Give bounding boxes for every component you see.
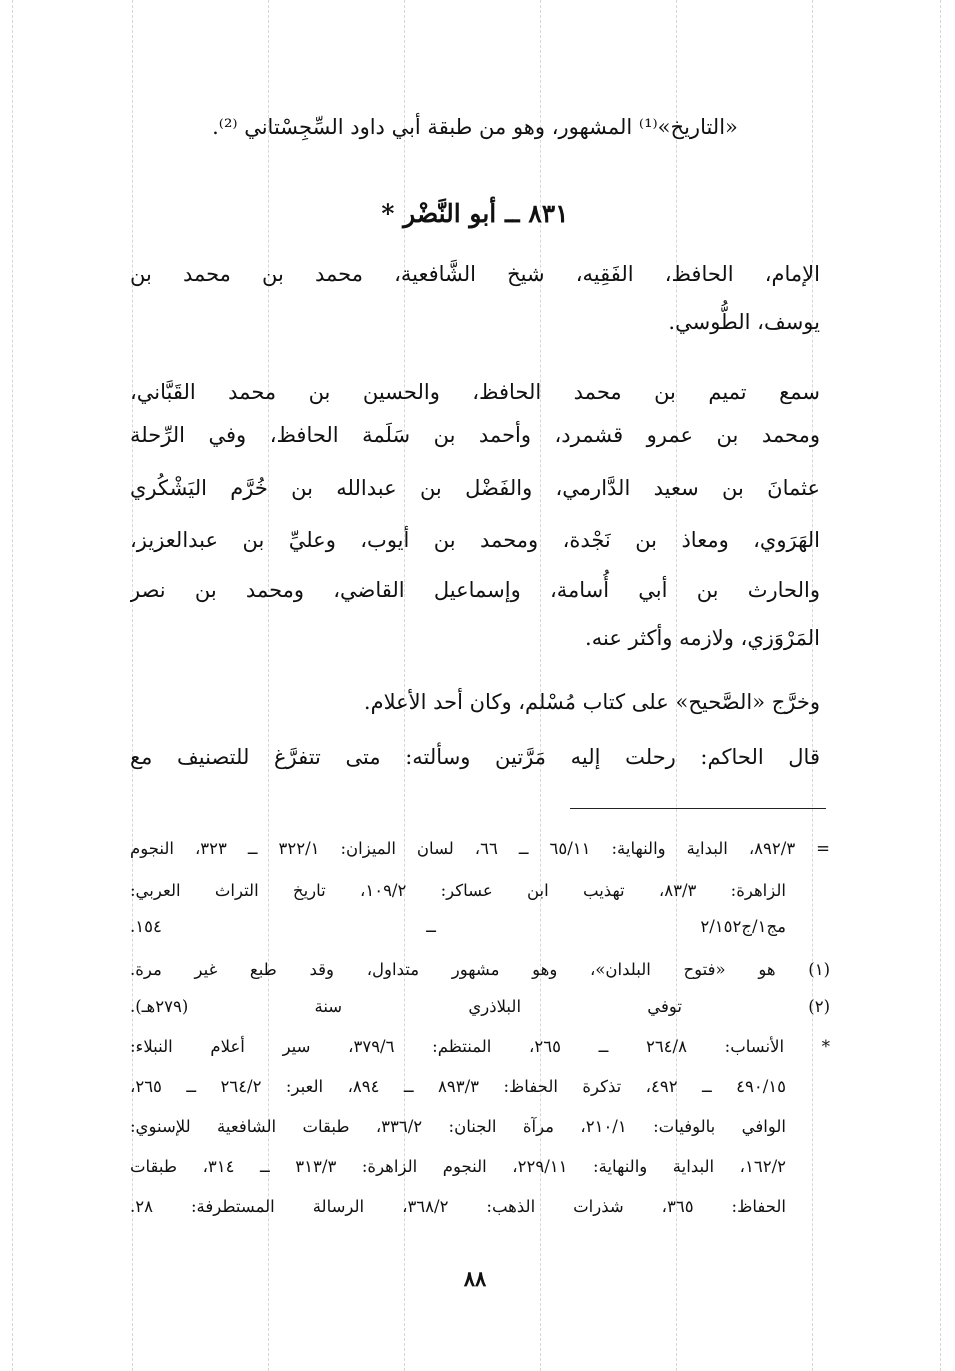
paragraph-line: قال الحاكم: رحلت إليه مَرَّتين وسألته: متى تتفرَّغ للتصنيف مع: [130, 745, 820, 769]
paragraph-line: الهَرَوي، ومعاذ بن نَجْدة، ومحمد بن أيوب، وعليِّ بن عبدالعزيز،: [130, 528, 820, 552]
footnote-line: الحفاظ: ٣٦٥، شذرات الذهب: ٣٦٨/٢، الرسالة المستطرفة: ٢٨.: [130, 1197, 786, 1216]
footnote-line: مج١/ج٢/١٥٢ ــ ١٥٤.: [130, 917, 786, 936]
page-number: ٨٨: [463, 1266, 487, 1291]
paragraph-line: ومحمد بن عمرو قشمرد، وأحمد بن سَلَمة الحافظ، وفي الرِّحلة: [130, 423, 820, 447]
paragraph-line: يوسف، الطُّوسي.: [668, 310, 820, 334]
paragraph-line: والحارث بن أبي أُسامة، وإسماعيل القاضي، ومحمد بن نصر: [130, 578, 820, 602]
paragraph-line: سمع تميم بن محمد الحافظ، والحسين بن محمد القَبَّاني،: [130, 380, 820, 404]
paragraph-line: المَرْوَزي، ولازمه وأكثر عنه.: [585, 626, 820, 650]
footnote-line: الوافي بالوفيات: ٢١٠/١، مرآة الجنان: ٣٣٦/٢، طبقات الشافعية للإسنوي:: [130, 1117, 786, 1136]
footnote-line: ٤٩٠/١٥ ــ ٤٩٢، تذكرة الحفاظ: ٨٩٣/٣ ــ ٨٩٤، العبر: ٢٦٤/٢ ــ ٢٦٥،: [130, 1077, 786, 1096]
footnote-2: (٢) توفي البلاذري سنة (٢٧٩هـ).: [130, 997, 830, 1016]
footnote-line: ١٦٢/٢، البداية والنهاية: ٢٢٩/١١، النجوم الزاهرة: ٣١٣/٣ ــ ٣١٤، طبقات: [130, 1157, 786, 1176]
entry-heading: ٨٣١ ــ أبو النَّضْر *: [381, 199, 569, 228]
paragraph-line: الإمام، الحافظ، الفَقِيه، شيخ الشَّافعية، محمد بن محمد بن: [130, 262, 820, 286]
footnote-line: * الأنساب: ٢٦٤/٨ ــ ٢٦٥، المنتظم: ٣٧٩/٦، سير أعلام النبلاء:: [130, 1037, 830, 1056]
footnote-line: = ٨٩٢/٣، البداية والنهاية: ٦٥/١١ ــ ٦٦، لسان الميزان: ٣٢٢/١ ــ ٣٢٣، النجوم: [130, 839, 830, 858]
paragraph-line: وخرَّج «الصَّحيح» على كتاب مُسْلم، وكان أحد الأعلام.: [363, 690, 820, 714]
footnote-line: الزاهرة: ٨٣/٣، تهذيب ابن عساكر: ١٠٩/٢، تاريخ التراث العربي:: [130, 881, 786, 900]
footnote-1: (١) هو «فتوح البلدان»، وهو مشهور متداول، وقد طبع غير مرة.: [130, 960, 830, 979]
intro-line: «التاريخ»⁽¹⁾ المشهور، وهو من طبقة أبي داود السِّجِسْتاني ⁽²⁾.: [212, 115, 738, 139]
footnote-rule: [570, 808, 826, 809]
paragraph-line: عثمانَ بن سعيد الدَّارمي، والفَضْل بن عبدالله بن خُرَّم اليَشْكُري: [130, 476, 820, 500]
